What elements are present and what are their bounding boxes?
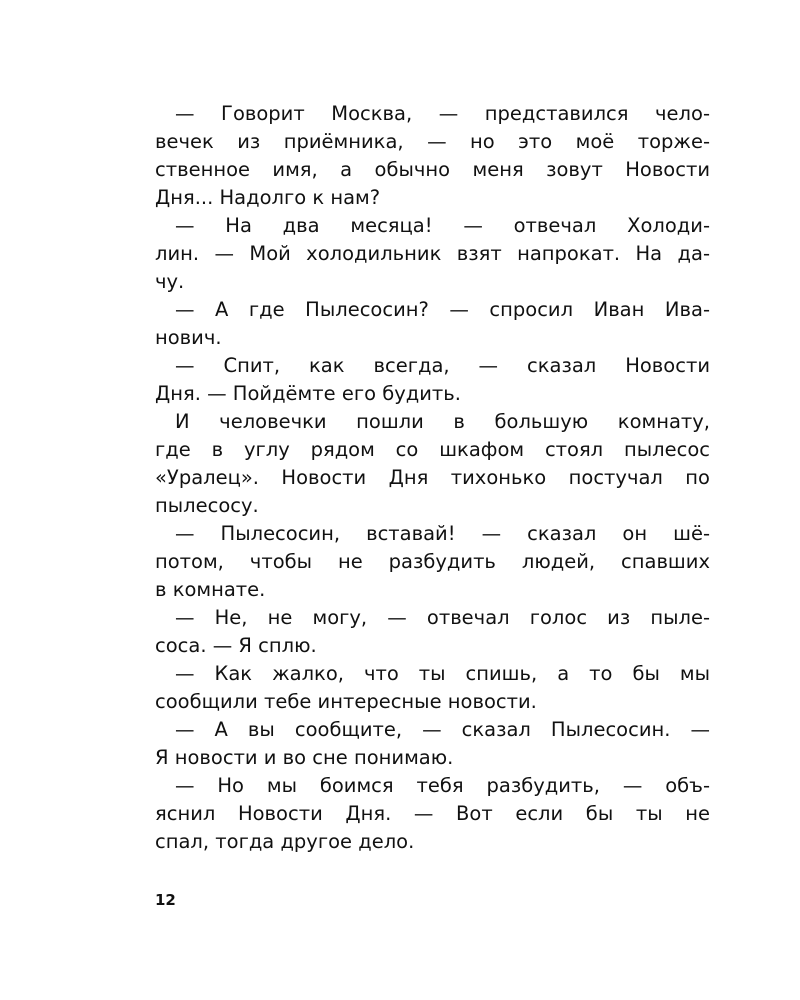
text-line: яснил Новости Дня. — Вот если бы ты не <box>155 802 710 825</box>
text-line: потом, чтобы не разбудить людей, спавших <box>155 550 710 573</box>
text-line: — Не, не могу, — отвечал голос из пыле- <box>175 606 710 629</box>
text-line: — А где Пылесосин? — спросил Иван Ива- <box>175 298 710 321</box>
text-line: — А вы сообщите, — сказал Пылесосин. — <box>175 718 710 741</box>
page-text <box>155 100 710 856</box>
text-line: пылесосу. <box>155 494 259 517</box>
text-line: — Спит, как всегда, — сказал Новости <box>175 354 710 377</box>
text-line: спал, тогда другое дело. <box>155 830 415 853</box>
text-line: — Пылесосин, вставай! — сказал он шё- <box>175 522 710 545</box>
text-line: чу. <box>155 270 185 293</box>
text-line: где в углу рядом со шкафом стоял пылесос <box>155 438 710 461</box>
text-line: Я новости и во сне понимаю. <box>155 746 454 769</box>
text-line: вечек из приёмника, — но это моё торже- <box>155 130 710 153</box>
text-line: — Говорит Москва, — представился чело- <box>175 102 710 125</box>
text-line: — На два месяца! — отвечал Холоди- <box>175 214 710 237</box>
text-line: ственное имя, а обычно меня зовут Новости <box>155 158 710 181</box>
text-line: Дня... Надолго к нам? <box>155 186 381 209</box>
text-line: — Но мы боимся тебя разбудить, — объ- <box>175 774 710 797</box>
text-line: «Уралец». Новости Дня тихонько постучал по <box>155 466 710 489</box>
text-line: И человечки пошли в большую комнату, <box>175 410 710 433</box>
text-line: соса. — Я сплю. <box>155 634 317 657</box>
text-line: в комнате. <box>155 578 266 601</box>
text-line: сообщили тебе интересные новости. <box>155 690 537 713</box>
text-line: нович. <box>155 326 222 349</box>
page-number: 12 <box>155 891 176 909</box>
text-line: Дня. — Пойдёмте его будить. <box>155 382 461 405</box>
text-line: — Как жалко, что ты спишь, а то бы мы <box>175 662 710 685</box>
text-line: лин. — Мой холодильник взят напрокат. На да- <box>155 242 710 265</box>
